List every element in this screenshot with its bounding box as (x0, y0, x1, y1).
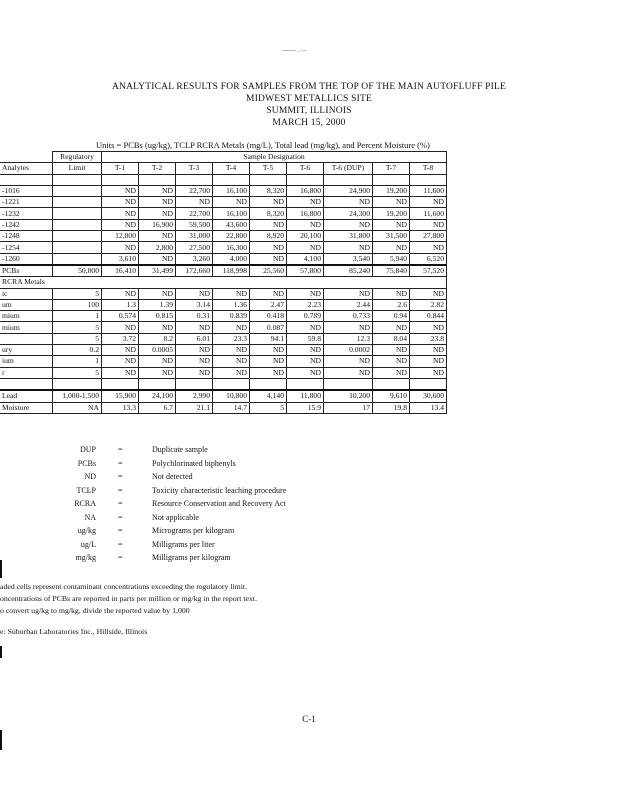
result-cell: ND (410, 356, 447, 367)
analyte-name: um (0, 299, 53, 310)
sample-header: T-8 (410, 163, 447, 174)
result-cell: 8.04 (373, 333, 410, 344)
result-cell: 5,940 (373, 253, 410, 265)
regulatory-limit: 1 (53, 356, 102, 367)
legend-definition: Resource Conservation and Recovery Act (152, 499, 286, 508)
result-cell: 94.1 (250, 333, 287, 344)
result-cell: 22,700 (176, 208, 213, 219)
result-cell: 21.1 (176, 402, 213, 413)
sample-designation-header: Sample Designation (102, 152, 447, 163)
sample-header: T-7 (373, 163, 410, 174)
result-cell: ND (176, 345, 213, 356)
analyte-name: PCBs (0, 265, 53, 277)
result-cell: 19.8 (373, 402, 410, 413)
result-cell: 0.087 (250, 322, 287, 333)
result-cell: 8,320 (250, 208, 287, 219)
regulatory-limit: 0.2 (53, 345, 102, 356)
pcb-row (0, 253, 447, 265)
result-cell: 16,800 (287, 185, 324, 196)
regulatory-limit (53, 185, 102, 196)
legend-definition: Micrograms per kilogram (152, 526, 235, 535)
rcra-section-label: RCRA Metals (0, 277, 447, 288)
result-cell: ND (287, 356, 324, 367)
result-cell: 23.3 (213, 333, 250, 344)
result-cell: ND (139, 197, 176, 208)
analyte-name: ic (0, 288, 53, 299)
legend-definition: Milligrams per kilogram (152, 553, 231, 562)
legend-equals: = (118, 458, 123, 468)
rcra-row (0, 356, 447, 367)
result-cell: ND (176, 356, 213, 367)
title-line-3: SUMMIT, ILLINOIS (266, 106, 352, 116)
result-cell: 3,260 (176, 253, 213, 265)
result-cell: 2,990 (176, 390, 213, 402)
result-cell: 31,500 (373, 231, 410, 242)
result-cell: ND (102, 356, 139, 367)
result-cell: 85,240 (324, 265, 373, 277)
result-cell: ND (102, 219, 139, 230)
scan-edge-mark (0, 560, 2, 578)
result-cell: ND (410, 288, 447, 299)
result-cell: 31,800 (324, 231, 373, 242)
result-cell: 172,660 (176, 265, 213, 277)
regulatory-limit (53, 253, 102, 265)
result-cell: 24,100 (139, 390, 176, 402)
sample-header: T-6 (287, 163, 324, 174)
result-cell: 0.733 (324, 311, 373, 322)
regulatory-header: Regulatory (53, 152, 102, 163)
result-cell: ND (324, 356, 373, 367)
result-cell: 13.4 (410, 402, 447, 413)
result-cell: ND (373, 242, 410, 253)
legend-abbreviation: TCLP (76, 485, 96, 495)
regulatory-limit: 5 (53, 367, 102, 378)
note-line: oncentrations of PCBs are reported in parts per million or mg/kg in the report text. (0, 594, 258, 603)
result-cell: 15.9 (287, 402, 324, 413)
result-cell: 2.44 (324, 299, 373, 310)
result-cell: ND (410, 219, 447, 230)
result-cell: ND (250, 288, 287, 299)
result-cell: ND (250, 345, 287, 356)
result-cell: ND (139, 367, 176, 378)
rcra-row (0, 322, 447, 333)
result-cell: ND (213, 367, 250, 378)
analyte-name: Moisture (0, 402, 53, 413)
result-cell: 2,800 (139, 242, 176, 253)
result-cell: ND (250, 219, 287, 230)
result-cell: 118,998 (213, 265, 250, 277)
rcra-section-row (0, 277, 447, 288)
sample-header: T-4 (213, 163, 250, 174)
result-cell: 16,100 (213, 185, 250, 196)
regulatory-limit: NA (53, 402, 102, 413)
legend-definition: Duplicate sample (152, 445, 208, 454)
result-cell: 9,610 (373, 390, 410, 402)
result-cell: 11,600 (410, 208, 447, 219)
result-cell: 4,100 (287, 253, 324, 265)
title-line-2: MIDWEST METALLICS SITE (246, 94, 372, 104)
result-cell: 16,410 (102, 265, 139, 277)
result-cell: 0.789 (287, 311, 324, 322)
result-cell: 1.3 (102, 299, 139, 310)
result-cell: 0.0002 (324, 345, 373, 356)
result-cell: ND (373, 322, 410, 333)
header-row-2 (0, 163, 447, 174)
result-cell: ND (102, 185, 139, 196)
result-cell: ND (250, 242, 287, 253)
result-cell: 2.6 (373, 299, 410, 310)
analyte-name: -1254 (0, 242, 53, 253)
result-cell: ND (324, 242, 373, 253)
analyte-name: ium (0, 356, 53, 367)
legend-equals: = (118, 526, 123, 535)
result-cell: 5 (250, 402, 287, 413)
result-cell: 25,560 (250, 265, 287, 277)
result-cell: ND (287, 197, 324, 208)
result-cell: ND (139, 322, 176, 333)
limit-header: Limit (53, 163, 102, 174)
result-cell: 2.23 (287, 299, 324, 310)
result-cell: 31,000 (176, 231, 213, 242)
result-cell: ND (324, 219, 373, 230)
result-cell: 1.39 (139, 299, 176, 310)
result-cell: 0.94 (373, 311, 410, 322)
result-cell: 0.0005 (139, 345, 176, 356)
moisture-row (0, 402, 447, 413)
result-cell: ND (324, 197, 373, 208)
result-cell: ND (287, 345, 324, 356)
result-cell: ND (287, 219, 324, 230)
analyte-name (0, 333, 53, 344)
result-cell: ND (102, 242, 139, 253)
result-cell: 57,800 (287, 265, 324, 277)
scan-edge-mark (0, 730, 2, 750)
result-cell: 6,520 (410, 253, 447, 265)
spacer-row (0, 378, 447, 390)
result-cell: 11,600 (410, 185, 447, 196)
sample-header: T-2 (139, 163, 176, 174)
legend-abbreviation: ND (84, 472, 96, 481)
result-cell: ND (410, 367, 447, 378)
result-cell: ND (213, 197, 250, 208)
legend-abbreviation: PCBs (77, 458, 96, 468)
result-cell: 8.2 (139, 333, 176, 344)
result-cell: ND (213, 345, 250, 356)
result-cell: 16,900 (139, 219, 176, 230)
title-line-1: ANALYTICAL RESULTS FOR SAMPLES FROM THE TOP OF THE MAIN AUTOFLUFF PILE (111, 82, 507, 92)
result-cell: 16,300 (213, 242, 250, 253)
result-cell: 0.574 (102, 311, 139, 322)
result-cell: ND (213, 356, 250, 367)
analyte-name: -1232 (0, 208, 53, 219)
rcra-row (0, 288, 447, 299)
page-number: C-1 (302, 714, 316, 724)
scan-edge-mark (0, 646, 2, 658)
result-cell: 13.3 (102, 402, 139, 413)
title-line-4: MARCH 15, 2000 (272, 118, 346, 128)
result-cell: ND (139, 231, 176, 242)
result-cell: 0.418 (250, 311, 287, 322)
result-cell: 14.7 (213, 402, 250, 413)
blank-row (0, 174, 447, 185)
result-cell: ND (102, 288, 139, 299)
analyte-name: r (0, 367, 53, 378)
regulatory-limit (53, 242, 102, 253)
result-cell: 16,800 (287, 208, 324, 219)
result-cell: ND (324, 322, 373, 333)
legend-equals: = (118, 445, 123, 454)
legend-equals: = (118, 499, 123, 508)
rcra-row (0, 333, 447, 344)
result-cell: ND (287, 322, 324, 333)
legend-abbreviation: mg/kg (75, 553, 96, 562)
result-cell: ND (250, 253, 287, 265)
pcb-row (0, 231, 447, 242)
result-cell: ND (176, 367, 213, 378)
legend-equals: = (118, 485, 123, 495)
result-cell: ND (287, 367, 324, 378)
result-cell: 4,000 (213, 253, 250, 265)
result-cell: ND (373, 197, 410, 208)
result-cell: ND (324, 288, 373, 299)
result-cell: ND (176, 288, 213, 299)
regulatory-limit: 1 (53, 311, 102, 322)
rcra-row (0, 345, 447, 356)
legend-definition: Polychlorinated biphenyls (152, 458, 236, 468)
result-cell: ND (102, 208, 139, 219)
legend-equals: = (118, 472, 123, 481)
result-cell: 75,840 (373, 265, 410, 277)
result-cell: ND (250, 367, 287, 378)
result-cell: 10,200 (324, 390, 373, 402)
result-cell: ND (287, 288, 324, 299)
legend-definition: Not applicable (152, 512, 199, 522)
pcb-row (0, 219, 447, 230)
result-cell: ND (373, 288, 410, 299)
result-cell: 27,500 (176, 242, 213, 253)
result-cell: 12,800 (102, 231, 139, 242)
result-cell: 24,300 (324, 208, 373, 219)
legend-equals: = (118, 553, 123, 562)
result-cell: ND (410, 242, 447, 253)
result-cell: 20,100 (287, 231, 324, 242)
result-cell: 10,800 (213, 390, 250, 402)
analyte-name: -1016 (0, 185, 53, 196)
sample-header: T-6 (DUP) (324, 163, 373, 174)
result-cell: 12.3 (324, 333, 373, 344)
regulatory-limit: 5 (53, 333, 102, 344)
result-cell: 59,500 (176, 219, 213, 230)
result-cell: 24,900 (324, 185, 373, 196)
lead-row (0, 390, 447, 402)
units-line: Units = PCBs (ug/kg), TCLP RCRA Metals (mg/L), Total lead (mg/kg), and Percent Moisture (%) (96, 140, 430, 150)
result-cell: ND (102, 197, 139, 208)
analyte-name: -1221 (0, 197, 53, 208)
legend-definition: Milligrams per liter (152, 539, 215, 549)
result-cell: ND (373, 356, 410, 367)
legend-abbreviation: NA (84, 512, 96, 522)
result-cell: 2.47 (250, 299, 287, 310)
result-cell: 22,700 (176, 185, 213, 196)
result-cell: 3,540 (324, 253, 373, 265)
analyte-name: -1248 (0, 231, 53, 242)
legend-abbreviation: DUP (79, 445, 96, 454)
result-cell: 8,920 (250, 231, 287, 242)
legend-definition: Not detected (152, 472, 193, 481)
result-cell: ND (324, 367, 373, 378)
result-cell: ND (139, 185, 176, 196)
result-cell: 6.01 (176, 333, 213, 344)
result-cell: ND (213, 322, 250, 333)
result-cell: ND (102, 367, 139, 378)
result-cell: ND (410, 322, 447, 333)
result-cell: 17 (324, 402, 373, 413)
analytes-header: Analytes (0, 163, 53, 174)
result-cell: ND (410, 345, 447, 356)
result-cell: ND (373, 345, 410, 356)
sample-header: T-5 (250, 163, 287, 174)
regulatory-limit (53, 197, 102, 208)
results-table (0, 151, 447, 414)
result-cell: ND (139, 288, 176, 299)
result-cell: 3.14 (176, 299, 213, 310)
result-cell: 0.815 (139, 311, 176, 322)
regulatory-limit: 100 (53, 299, 102, 310)
result-cell: 27,800 (410, 231, 447, 242)
sample-header: T-1 (102, 163, 139, 174)
result-cell: 0.839 (213, 311, 250, 322)
result-cell: ND (373, 219, 410, 230)
result-cell: 15,900 (102, 390, 139, 402)
note-line: o convert ug/kg to mg/kg, divide the reported value by 1,000 (0, 606, 190, 615)
regulatory-limit (53, 231, 102, 242)
legend-equals: = (118, 539, 123, 549)
result-cell: 30,600 (410, 390, 447, 402)
regulatory-limit: 5 (53, 322, 102, 333)
analyte-name: -1260 (0, 253, 53, 265)
result-cell: 4,140 (250, 390, 287, 402)
regulatory-limit (53, 208, 102, 219)
note-line: aded cells represent contaminant concentrations exceeding the regulatory limit. (0, 582, 248, 591)
pcb-row (0, 265, 447, 277)
analyte-name: mium (0, 311, 53, 322)
result-cell: 59.8 (287, 333, 324, 344)
pcb-row (0, 185, 447, 196)
pcb-row (0, 242, 447, 253)
rcra-row (0, 311, 447, 322)
rcra-row (0, 299, 447, 310)
result-cell: 0.844 (410, 311, 447, 322)
result-cell: ND (250, 356, 287, 367)
regulatory-limit: 1,000-1,500 (53, 390, 102, 402)
result-cell: 11,800 (287, 390, 324, 402)
pcb-row (0, 208, 447, 219)
result-cell: 0.31 (176, 311, 213, 322)
result-cell: 31,499 (139, 265, 176, 277)
result-cell: ND (250, 197, 287, 208)
result-cell: 23.8 (410, 333, 447, 344)
legend-abbreviation: RCRA (74, 499, 96, 508)
result-cell: 3,610 (102, 253, 139, 265)
result-cell: ND (410, 197, 447, 208)
rcra-row (0, 367, 447, 378)
result-cell: ND (287, 242, 324, 253)
regulatory-limit: 50,000 (53, 265, 102, 277)
analyte-name: Lead (0, 390, 53, 402)
regulatory-limit: 5 (53, 288, 102, 299)
legend-abbreviation: ug/kg (77, 526, 96, 535)
result-cell: 3.72 (102, 333, 139, 344)
result-cell: 1.36 (213, 299, 250, 310)
pcb-row (0, 197, 447, 208)
result-cell: 22,800 (213, 231, 250, 242)
result-cell: 19,200 (373, 208, 410, 219)
lab-note: e: Suburban Laboratories Inc., Hillside, Illinois (0, 627, 148, 636)
result-cell: 16,100 (213, 208, 250, 219)
result-cell: ND (139, 253, 176, 265)
legend-equals: = (118, 512, 123, 522)
regulatory-limit (53, 219, 102, 230)
top-mark: ------ . -- (282, 46, 306, 54)
legend-definition: Toxicity characteristic leaching procedure (152, 485, 287, 495)
result-cell: ND (139, 356, 176, 367)
result-cell: ND (102, 345, 139, 356)
result-cell: ND (176, 322, 213, 333)
result-cell: 2.82 (410, 299, 447, 310)
result-cell: 19,200 (373, 185, 410, 196)
result-cell: 8,320 (250, 185, 287, 196)
legend-abbreviation: ug/L (80, 539, 96, 549)
sample-header: T-3 (176, 163, 213, 174)
result-cell: 57,520 (410, 265, 447, 277)
result-cell: ND (176, 197, 213, 208)
analyte-name: -1242 (0, 219, 53, 230)
result-cell: ND (139, 208, 176, 219)
result-cell: ND (102, 322, 139, 333)
result-cell: ND (213, 288, 250, 299)
result-cell: 43,600 (213, 219, 250, 230)
result-cell: 6.7 (139, 402, 176, 413)
analyte-name: mium (0, 322, 53, 333)
header-row-1 (0, 152, 447, 163)
result-cell: ND (373, 367, 410, 378)
analyte-name: ury (0, 345, 53, 356)
